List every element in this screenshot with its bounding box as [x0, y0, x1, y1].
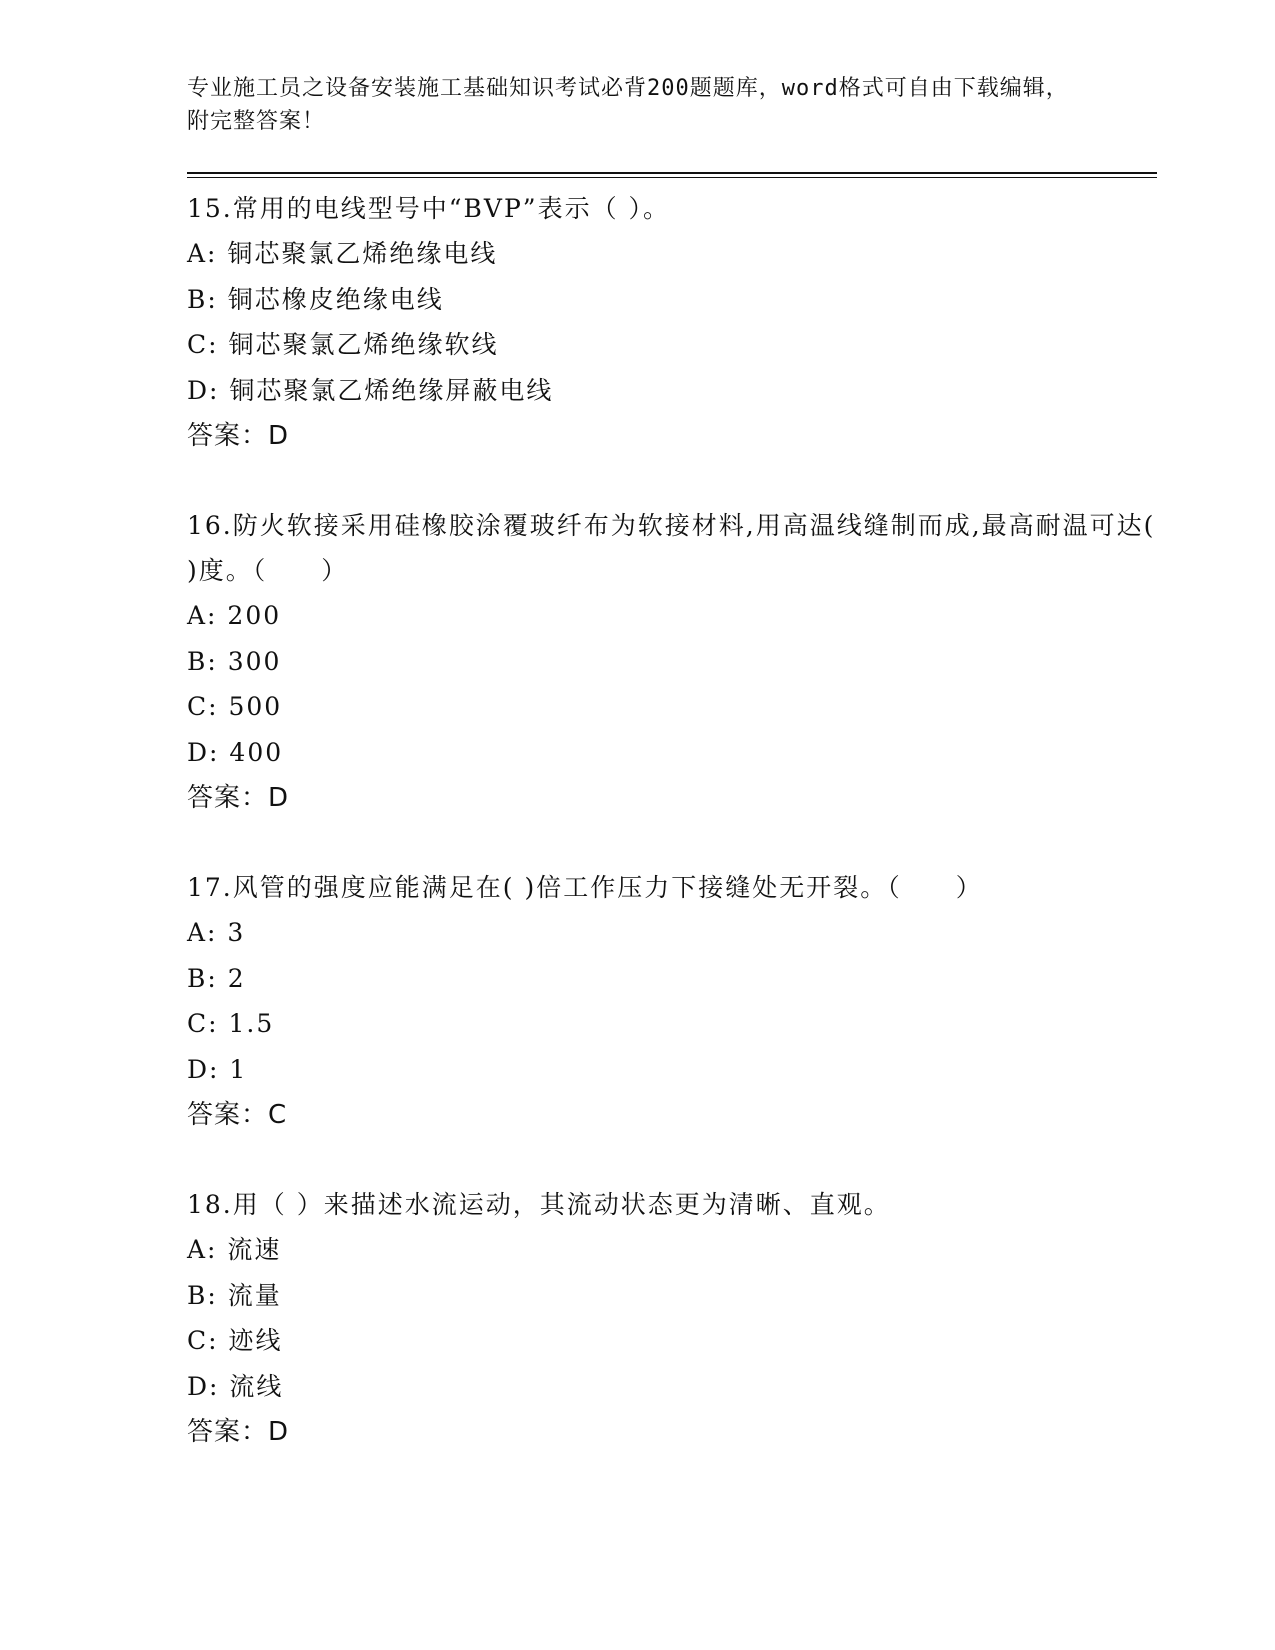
question-text: 16.防火软接采用硅橡胶涂覆玻纤布为软接材料,用高温线缝制而成,最高耐温可达( )度。（ ）	[187, 511, 1156, 585]
option-c: C: 500	[187, 692, 283, 721]
spacer	[187, 821, 1157, 865]
question-text: 17.风管的强度应能满足在( )倍工作压力下接缝处无开裂。（ ）	[187, 873, 983, 902]
document-title: 专业施工员之设备安装施工基础知识考试必背200题题库，word格式可自由下载编辑，附完整答案！	[187, 76, 1069, 134]
document-page	[187, 72, 1157, 1455]
question-text: 15.常用的电线型号中“BVP”表示（ ）。	[187, 194, 671, 223]
question-15	[187, 186, 1157, 459]
option-a: A: 铜芯聚氯乙烯绝缘电线	[187, 239, 498, 268]
header-divider	[187, 172, 1157, 178]
option-c: C: 铜芯聚氯乙烯绝缘软线	[187, 330, 499, 359]
option-a: A: 3	[187, 918, 246, 947]
option-b: B: 300	[187, 646, 282, 676]
question-text: 18.用（ ）来描述水流运动，其流动状态更为清晰、直观。	[187, 1190, 891, 1219]
question-16	[187, 503, 1157, 821]
option-d: D: 铜芯聚氯乙烯绝缘屏蔽电线	[187, 375, 554, 405]
answer-label: 答案：D	[187, 1417, 290, 1447]
option-b: B: 流量	[187, 1280, 282, 1310]
option-a: A: 200	[187, 601, 282, 630]
option-a: A: 流速	[187, 1235, 282, 1264]
question-17	[187, 865, 1157, 1138]
spacer	[187, 459, 1157, 503]
answer-label: 答案：C	[187, 1100, 288, 1130]
option-d: D: 流线	[187, 1371, 284, 1401]
spacer	[187, 1138, 1157, 1182]
option-d: D: 1	[187, 1054, 248, 1084]
answer-label: 答案：D	[187, 421, 290, 451]
option-d: D: 400	[187, 737, 284, 767]
option-c: C: 迹线	[187, 1326, 283, 1355]
question-18	[187, 1182, 1157, 1455]
answer-label: 答案：D	[187, 783, 290, 813]
option-b: B: 铜芯橡皮绝缘电线	[187, 284, 444, 314]
option-b: B: 2	[187, 963, 246, 993]
option-c: C: 1.5	[187, 1009, 275, 1038]
